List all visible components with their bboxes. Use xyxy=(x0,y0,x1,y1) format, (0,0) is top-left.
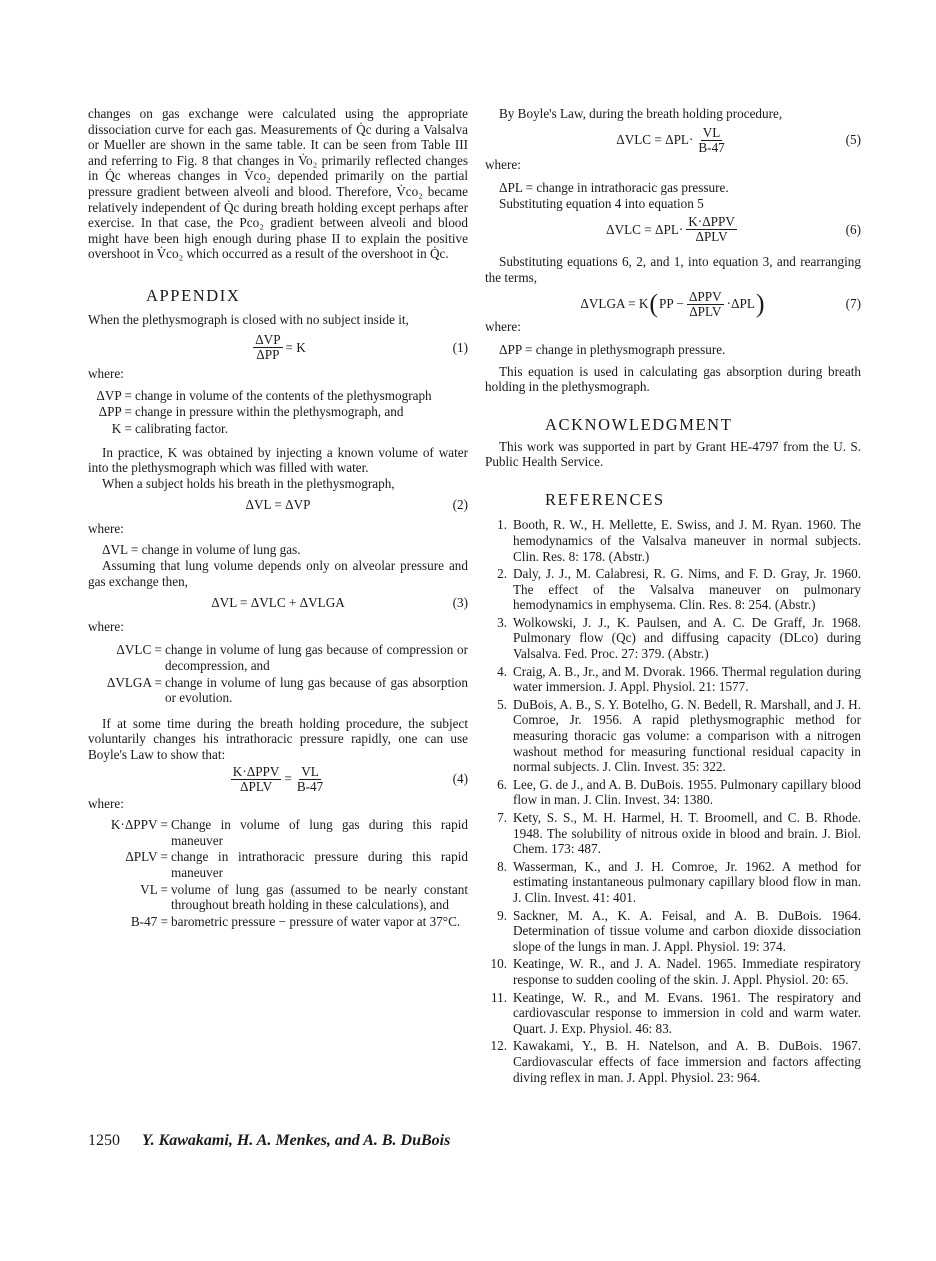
reference-number: 3. xyxy=(497,614,507,630)
where-1: where: xyxy=(88,366,124,382)
def4-text: Change in volume of lung gas during this rapid maneuver xyxy=(171,817,468,848)
eq3-body: ΔVL = ΔVLC + ΔVLGA xyxy=(211,595,345,611)
acknowledgment-text: This work was supported in part by Grant HE-4797 from the U. S. Public Health Service. xyxy=(485,438,861,470)
reference-number: 7. xyxy=(497,810,507,825)
reference-text: DuBois, A. B., S. Y. Botelho, G. N. Bedell, R. Marshall, and J. H. Comroe, Jr. 1956. A rapid plethysmographic method for measuring thoracic gas volume: a comparison with a nitrogen washout method for measuring functional residual capacity in normal subjects. J. Clin. Invest. 35: 322. xyxy=(513,696,861,775)
appendix-paragraph-4: Assuming that lung volume depends only on alveolar pressure and gas exchange then, xyxy=(88,558,468,589)
reference-text: Sackner, M. A., K. A. Feisal, and A. B. DuBois. 1964. Determination of tissue volume and carbon dioxide dissociation slope of the lungs in man. J. Appl. Physiol. 19: 374. xyxy=(513,907,861,954)
equation-7 xyxy=(485,290,861,319)
page-number: 1250 xyxy=(88,1132,120,1149)
def1-term: K = xyxy=(111,420,132,436)
page-footer xyxy=(88,1132,450,1150)
right-paragraph-2: Substituting equation 4 into equation 5 xyxy=(499,195,704,211)
eq7-mid: PP − xyxy=(659,296,684,312)
reference-text: Kawakami, Y., B. H. Natelson, and A. B. DuBois. 1967. Cardiovascular effects of face immersion and factors affecting diving reflex in man. J. Appl. Physiol. 23: 964. xyxy=(513,1038,861,1085)
where-4: where: xyxy=(88,795,124,811)
reference-item xyxy=(485,615,861,662)
reference-text: Lee, G. de J., and A. B. DuBois. 1955. Pulmonary capillary blood flow in man. J. Clin. Invest. 34: 1380. xyxy=(513,776,861,808)
eq7-label: (7) xyxy=(845,296,861,312)
reference-text: Wasserman, K., and J. H. Comroe, Jr. 1962. A method for estimating instantaneous pulmonary capillary blood flow in man. J. Clin. Invest. 41: 401. xyxy=(513,858,861,905)
def4-term: B-47 = xyxy=(130,913,168,929)
reference-item xyxy=(485,990,861,1037)
reference-item xyxy=(485,956,861,987)
definition-2: ΔVL = change in volume of lung gas. xyxy=(102,542,301,558)
equation-1 xyxy=(88,333,468,362)
eq1-rhs: = K xyxy=(285,339,306,355)
def1-text: calibrating factor. xyxy=(135,420,229,436)
eq6-denominator: ΔPLV xyxy=(695,229,728,245)
eq1-label: (1) xyxy=(452,339,468,355)
reference-item xyxy=(485,777,861,808)
reference-number: 6. xyxy=(497,776,507,792)
reference-item xyxy=(485,908,861,955)
def1-term: ΔVP = xyxy=(96,387,132,403)
where-7: where: xyxy=(485,318,521,334)
reference-number: 4. xyxy=(497,663,507,679)
reference-item xyxy=(485,697,861,775)
def4-term: VL = xyxy=(140,881,168,897)
reference-number: 8. xyxy=(497,858,507,874)
eq7-lhs: ΔVLGA = K xyxy=(580,296,649,312)
eq5-label: (5) xyxy=(845,132,861,148)
reference-text: Craig, A. B., Jr., and M. Dvorak. 1966. Thermal regulation during water immersion. J. Appl. Physiol. 21: 1577. xyxy=(513,663,861,695)
eq7-fraction xyxy=(687,290,724,319)
reference-text: Kety, S. S., M. H. Harmel, H. T. Broomell, and C. B. Rhode. 1948. The solubility of nitrous oxide in blood and brain. J. Biol. Chem. 173: 487. xyxy=(513,810,861,857)
eq7-tail: ·ΔPL xyxy=(726,296,755,312)
reference-text: Wolkowski, J. J., K. Paulsen, and A. C. De Graff, Jr. 1968. Pulmonary flow (Qc) and diffusing capacity (DLco) during Valsalva. Fed. Proc. 27: 379. (Abstr.) xyxy=(513,614,861,662)
where-2: where: xyxy=(88,520,124,536)
eq6-lhs: ΔVLC = ΔPL· xyxy=(606,222,684,238)
eq5-numerator: VL xyxy=(702,124,721,140)
def3-term: ΔVLC = xyxy=(116,642,162,658)
where-3: where: xyxy=(88,618,124,634)
eq4-right-denominator: B-47 xyxy=(296,778,324,794)
right-paragraph-1: By Boyle's Law, during the breath holding procedure, xyxy=(499,106,783,121)
eq4-right-fraction xyxy=(295,765,325,794)
appendix-heading: APPENDIX xyxy=(146,285,241,305)
eq7-open-paren: ( xyxy=(649,289,659,319)
equation-5 xyxy=(485,126,861,155)
eq5-lhs: ΔVLC = ΔPL· xyxy=(616,132,694,148)
eq4-left-denominator: ΔPLV xyxy=(240,778,273,794)
equation-6 xyxy=(485,215,861,244)
definition-5: ΔPL = change in intrathoracic gas pressure. xyxy=(499,180,729,196)
def4-term: ΔPLV = xyxy=(125,849,168,865)
def3-text: change in volume of lung gas because of gas absorption or evolution. xyxy=(165,674,468,706)
def1-term: ΔPP = xyxy=(98,404,132,420)
right-paragraph-3: Substituting equations 6, 2, and 1, into equation 3, and rearranging the terms, xyxy=(485,254,861,285)
eq2-label: (2) xyxy=(452,497,468,513)
eq3-label: (3) xyxy=(452,595,468,611)
eq7-numerator: ΔPPV xyxy=(688,288,722,304)
eq6-fraction xyxy=(686,215,737,244)
eq1-numerator: ΔVP xyxy=(255,332,281,348)
equation-3 xyxy=(88,595,468,611)
references-list xyxy=(485,517,861,1085)
intro-paragraph: changes on gas exchange were calculated using the appropriate dissociation curve for each gas. Measurements of Q̇c during a Valsalva or Mueller are shown in the same table. It can be seen from Table III and referring to Fig. 8 that changes in V̇o₂ primarily reflected changes in Q̇c whereas changes in V̇co₂ depended primarily on the partial pressure gradient between alveoli and blood. Therefore, V̇co₂ became relatively independent of Q̇c during breath holding except perhaps after exercise. In that case, the Pco₂ gradient between alveoli and blood might have been high enough during phase II to explain the positive overshoot in V̇co₂ which occurred as a result of the overshoot in Q̇c. xyxy=(88,106,468,262)
eq6-label: (6) xyxy=(845,222,861,238)
reference-number: 12. xyxy=(490,1038,507,1054)
reference-item xyxy=(485,859,861,906)
reference-item xyxy=(485,810,861,857)
reference-item xyxy=(485,664,861,695)
def4-text: change in intrathoracic pressure during this rapid maneuver xyxy=(171,849,468,880)
reference-item xyxy=(485,566,861,613)
eq5-denominator: B-47 xyxy=(698,139,725,155)
appendix-paragraph-2: In practice, K was obtained by injecting a known volume of water into the plethysmograph which was filled with water. xyxy=(88,444,468,476)
equation-4 xyxy=(88,765,468,794)
reference-number: 9. xyxy=(497,907,507,923)
definition-7: ΔPP = change in plethysmograph pressure. xyxy=(499,342,726,358)
eq2-body: ΔVL = ΔVP xyxy=(245,497,311,513)
eq1-fraction xyxy=(253,333,282,362)
reference-item xyxy=(485,517,861,564)
right-column xyxy=(485,106,861,1087)
appendix-paragraph-5: If at some time during the breath holding procedure, the subject voluntarily changes his intrathoracic pressure rapidly, one can use Boyle's Law to show that: xyxy=(88,715,468,762)
eq7-close-paren: ) xyxy=(755,289,765,319)
reference-text: Keatinge, W. R., and M. Evans. 1961. The respiratory and cardiovascular response to immersion in cold and warm water. Quart. J. Exp. Physiol. 46: 83. xyxy=(513,989,861,1036)
reference-number: 2. xyxy=(497,566,507,582)
where-5: where: xyxy=(485,156,521,172)
eq1-denominator: ΔPP xyxy=(256,347,280,363)
eq4-right-numerator: VL xyxy=(301,763,319,779)
right-paragraph-4: This equation is used in calculating gas absorption during breath holding in the plethysmograph. xyxy=(485,363,861,395)
reference-text: Daly, J. J., M. Calabresi, R. G. Nims, and F. D. Gray, Jr. 1960. The effect of the Valsalva maneuver on pulmonary hemodynamics in emphysema. Clin. Res. 8: 254. (Abstr.) xyxy=(513,566,861,613)
running-authors: Y. Kawakami, H. A. Menkes, and A. B. DuBois xyxy=(142,1132,451,1149)
reference-number: 1. xyxy=(497,517,507,533)
reference-item xyxy=(485,1038,861,1085)
reference-text: Keatinge, W. R., and J. A. Nadel. 1965. Immediate respiratory response to sudden cooling of the skin. J. Appl. Physiol. 20: 65. xyxy=(513,956,861,987)
eq4-left-numerator: K·ΔPPV xyxy=(232,763,280,779)
reference-number: 10. xyxy=(490,956,507,972)
references-heading: REFERENCES xyxy=(545,489,665,509)
eq5-fraction xyxy=(696,126,726,155)
appendix-paragraph-1: When the plethysmograph is closed with no subject inside it, xyxy=(88,311,409,327)
eq4-equals: = xyxy=(284,771,292,787)
def4-term: K·ΔPPV = xyxy=(110,817,168,833)
def3-term: ΔVLGA = xyxy=(106,674,162,690)
definitions-1 xyxy=(86,388,468,437)
def1-text: change in pressure within the plethysmograph, and xyxy=(135,404,404,420)
def4-text: barometric pressure − pressure of water vapor at 37°C. xyxy=(171,913,461,929)
definitions-3 xyxy=(88,642,468,705)
eq4-label: (4) xyxy=(452,771,468,787)
eq4-left-fraction xyxy=(231,765,282,794)
appendix-paragraph-3: When a subject holds his breath in the plethysmograph, xyxy=(102,475,395,491)
reference-text: Booth, R. W., H. Mellette, E. Swiss, and J. M. Ryan. 1960. The hemodynamics of the Valsalva maneuver in normal subjects. Clin. Res. 8: 178. (Abstr.) xyxy=(513,517,861,564)
def1-text: change in volume of the contents of the plethysmograph xyxy=(135,387,432,403)
eq6-numerator: K·ΔPPV xyxy=(688,214,735,230)
eq7-denominator: ΔPLV xyxy=(689,303,722,319)
def4-text: volume of lung gas (assumed to be nearly constant throughout breath holding in these calculations), and xyxy=(171,881,468,913)
acknowledgment-heading: ACKNOWLEDGMENT xyxy=(545,414,733,434)
equation-2 xyxy=(88,497,468,513)
def3-text: change in volume of lung gas because of compression or decompression, and xyxy=(165,642,468,674)
reference-number: 11. xyxy=(491,989,507,1005)
left-column xyxy=(88,106,468,929)
definitions-4 xyxy=(86,817,468,929)
reference-number: 5. xyxy=(497,696,507,712)
